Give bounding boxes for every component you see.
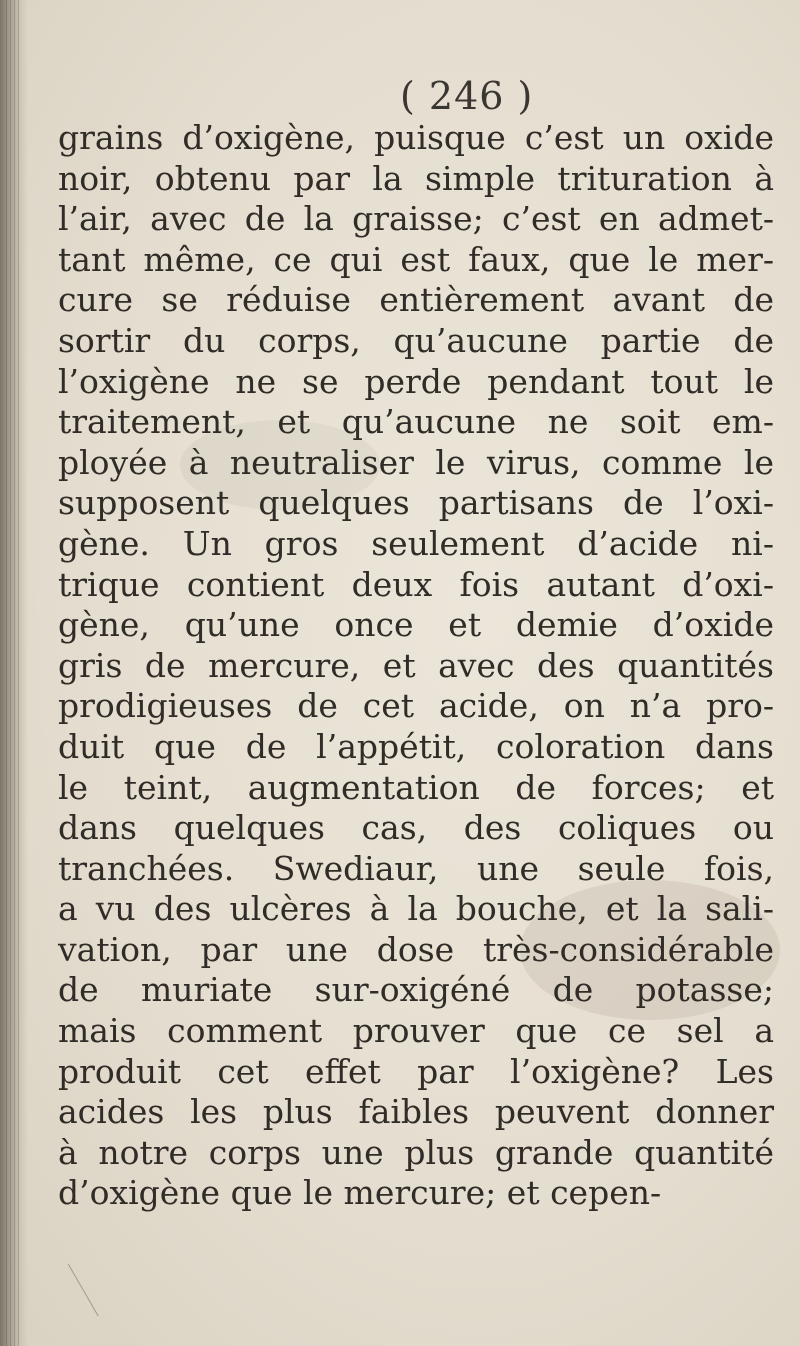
text-line: gène, qu’une once et demie d’oxide	[58, 605, 774, 645]
text-line: dans quelques cas, des coliques ou	[58, 808, 774, 848]
text-line: acides les plus faibles peuvent donner	[58, 1092, 774, 1132]
text-line: sortir du corps, qu’aucune partie de	[58, 320, 774, 360]
text-line: l’oxigène ne se perde pendant tout le	[58, 361, 774, 401]
text-line: le teint, augmentation de forces; et	[58, 767, 774, 807]
text-line: prodigieuses de cet acide, on n’a pro-	[58, 686, 774, 726]
text-line: produit cet effet par l’oxigène? Les	[58, 1051, 774, 1091]
binding-edge-texture	[6, 0, 20, 1346]
text-line: cure se réduise entièrement avant de	[58, 280, 774, 320]
text-line: a vu des ulcères à la bouche, et la sali-	[58, 889, 774, 929]
text-line: l’air, avec de la graisse; c’est en admet-	[58, 199, 774, 239]
text-line: tant même, ce qui est faux, que le mer-	[58, 239, 774, 279]
text-line: d’oxigène que le mercure; et cepen-	[58, 1173, 662, 1213]
text-line: grains d’oxigène, puisque c’est un oxide	[58, 118, 774, 157]
text-line: de muriate sur-oxigéné de potasse;	[58, 970, 774, 1010]
text-line: traitement, et qu’aucune ne soit em-	[58, 402, 774, 442]
text-line: supposent quelques partisans de l’oxi-	[58, 483, 774, 523]
text-line: ployée à neutraliser le virus, comme le	[58, 442, 774, 482]
text-line: à notre corps une plus grande quantité	[58, 1132, 774, 1172]
text-line: duit que de l’appétit, coloration dans	[58, 726, 774, 766]
text-line: mais comment prouver que ce sel a	[58, 1011, 774, 1051]
text-line: gène. Un gros seulement d’acide ni-	[58, 523, 774, 563]
text-line: trique contient deux fois autant d’oxi-	[58, 564, 774, 604]
text-line: tranchées. Swediaur, une seule fois,	[58, 848, 774, 888]
body-text	[58, 118, 774, 1214]
pencil-mark	[68, 1244, 134, 1316]
text-line: vation, par une dose très-considérable	[58, 929, 774, 969]
page-number: ( 246 )	[400, 74, 534, 118]
text-line: noir, obtenu par la simple trituration à	[58, 158, 774, 198]
text-line: gris de mercure, et avec des quantités	[58, 645, 774, 685]
